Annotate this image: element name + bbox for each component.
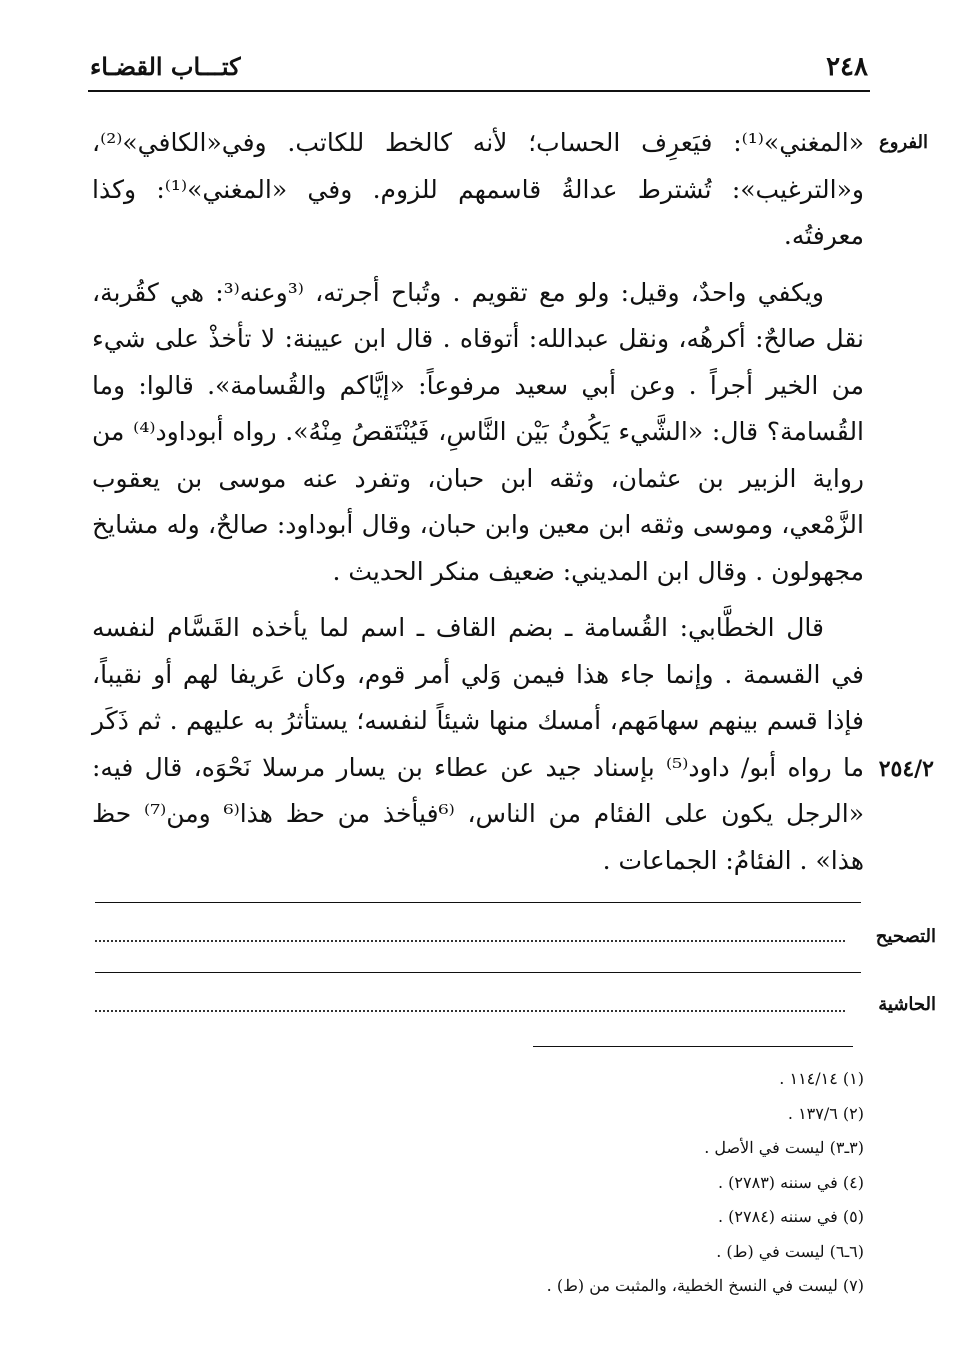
header-rule xyxy=(88,90,870,92)
margin-notes-label: الحاشية xyxy=(878,994,936,1015)
footnote: (١) ١١٤/١٤ . xyxy=(779,1069,864,1088)
source-margin-label: الفروع xyxy=(879,132,928,153)
book-title: كتـــاب القضـاء xyxy=(90,52,241,81)
main-text xyxy=(92,120,864,894)
volume-page-reference: ٢٥٤/٢ xyxy=(878,756,934,782)
separator-line xyxy=(95,972,861,973)
footnote-rule xyxy=(533,1046,853,1047)
footnote: (٢) ١٣٧/٦ . xyxy=(787,1103,864,1123)
correction-label: التصحيح xyxy=(875,926,936,947)
footnote: (٧) ليست في النسخ الخطية، والمثبت من (ط) . xyxy=(546,1276,864,1295)
paragraph-3: قال الخطَّابي: القُسامة ـ بضم القاف ـ اسم لما يأخذه القَسَّام لنفسه في القسمة . وإنما جاء هذا فيمن وَلي أمر قوم، وكان عَريفا لهم أو نقيباً، فإذا قسم بينهم سهامَهم، أمسك منها شيئاً لنفسه؛ يستأثرُ به عليهم . ثم ذَكَر ما رواه أبو/ داود⁽⁵⁾ بإسناد جيد عن عطاء بن يسار مرسلا نَحْوَه، قال فيه: «الرجل يكون على الفئام من الناس، ⁽⁶فيأخذ من حظ هذا⁽⁶ ومن⁽⁷⁾ حظ هذا» . الفئامُ: الجماعات . xyxy=(92,613,864,875)
page-number: ٢٤٨ xyxy=(826,52,868,82)
correction-dotted-line xyxy=(95,940,845,942)
footnotes xyxy=(480,1062,864,1304)
paragraph-2: ويكفي واحدٌ، وقيل: ولو مع تقويم . وتُباح أجرته، ⁽³وعنه⁽³: هي كقُربة، نقل صالحٌ: أكرهُه، ونقل عبدالله: أتوقاه . قال ابن عيينة: لا تأخذْ على شيء من الخير أجراً . وعن أبي سعيد مرفوعاً: «إيَّاكم والقُسامة». قالوا: وما القُسامة؟ قال: «الشَّيء يَكُونُ بَيْن النَّاسِ، فَيُنْتَقصُ مِنْهُ». رواه أبوداود⁽⁴⁾ من رواية الزبير بن عثمان، وثقه ابن حبان، وتفرد عنه موسى بن يعقوب الزَّمْعي، وموسى وثقه ابن معين وابن حبان، وقال أبوداود: صالحٌ، وله مشايخ مجهولون . وقال ابن المديني: ضعيف منكر الحديث . xyxy=(92,277,865,586)
paragraph-1: «المغني»⁽¹⁾: فيَعرِف الحساب؛ لأنه كالخط للكاتب. وفي«الكافي»⁽²⁾، و«الترغيب»: تُشترط عدالةُ قاسمهم للزوم. وفي «المغني»⁽¹⁾: وكذا معرفتُه. xyxy=(92,128,864,250)
footnote: (٣ـ٣) ليست في الأصل . xyxy=(704,1138,864,1157)
separator-line xyxy=(95,902,861,903)
footnote: (٥) في سننه (٢٧٨٤) . xyxy=(717,1207,864,1226)
page-header xyxy=(90,52,868,88)
footnote: (٦ـ٦) ليست في (ط) . xyxy=(716,1241,864,1261)
footnote: (٤) في سننه (٢٧٨٣) . xyxy=(717,1172,864,1192)
margin-notes-dotted-line xyxy=(95,1010,845,1012)
